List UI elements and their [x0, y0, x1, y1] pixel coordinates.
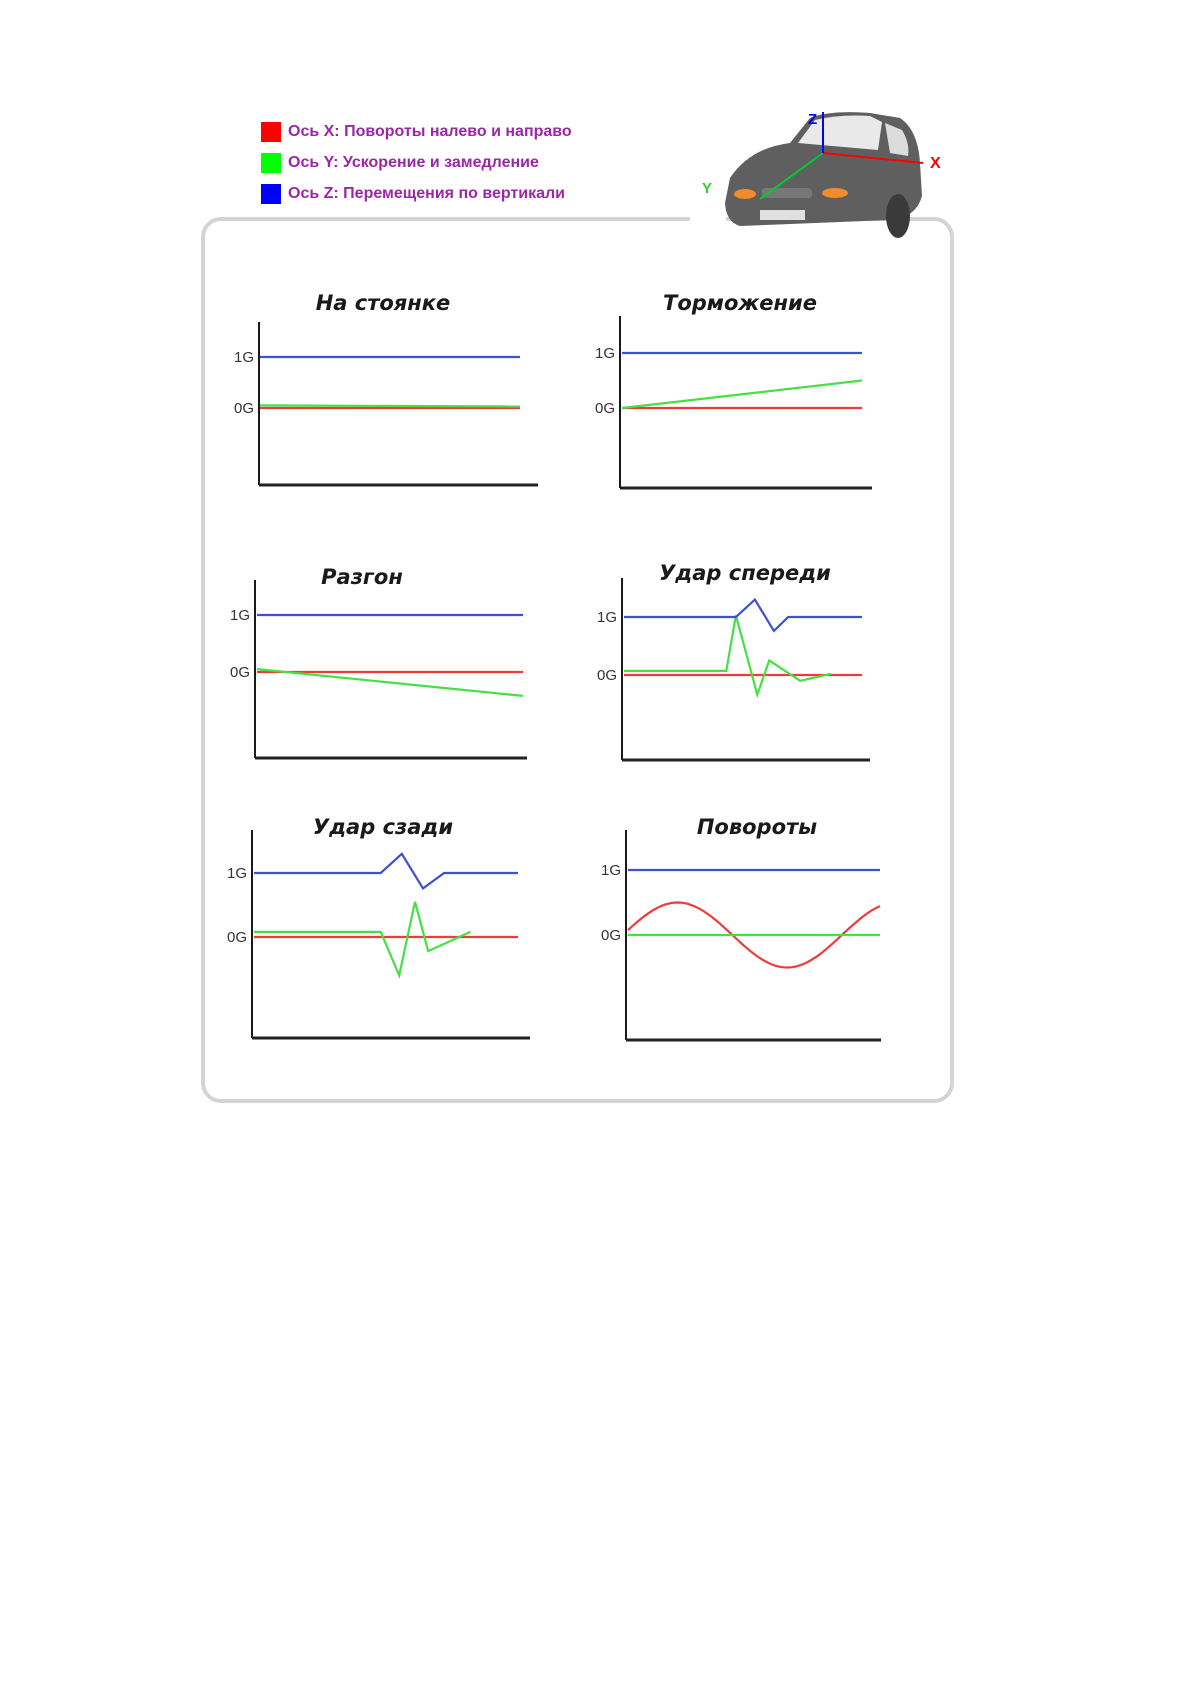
- tick-label-1g: 1G: [229, 607, 250, 624]
- car-axis-x-label: X: [930, 155, 941, 172]
- tick-label-0g: 0G: [229, 664, 250, 681]
- chart-title: Торможение: [663, 291, 817, 315]
- chart-title: Разгон: [321, 565, 403, 589]
- tick-label-0g: 0G: [596, 667, 617, 684]
- car-wheel: [886, 194, 910, 238]
- legend-label-y: Ось Y: Ускорение и замедление: [288, 153, 539, 171]
- chart-title: На стоянке: [315, 291, 451, 315]
- legend-item-z: [261, 182, 572, 205]
- tick-label-0g: 0G: [233, 400, 254, 417]
- legend: [261, 120, 572, 213]
- chart-title: Удар спереди: [659, 561, 831, 585]
- tick-label-1g: 1G: [594, 345, 615, 362]
- tick-label-0g: 0G: [600, 927, 621, 944]
- legend-swatch-x: [261, 122, 281, 142]
- tick-label-0g: 0G: [594, 400, 615, 417]
- legend-item-y: [261, 151, 572, 174]
- legend-swatch-y: [261, 153, 281, 173]
- tick-label-1g: 1G: [596, 609, 617, 626]
- tick-label-0g: 0G: [226, 929, 247, 946]
- tick-label-1g: 1G: [226, 865, 247, 882]
- charts-panel: [201, 217, 954, 1103]
- car-axis-z-label: Z: [808, 111, 818, 128]
- legend-label-z: Ось Z: Перемещения по вертикали: [288, 184, 565, 202]
- tick-label-1g: 1G: [600, 862, 621, 879]
- car-axis-y-label: Y: [702, 180, 713, 197]
- car-headlight-left: [734, 189, 756, 199]
- tick-label-1g: 1G: [233, 349, 254, 366]
- legend-label-x: Ось X: Повороты налево и направо: [288, 122, 572, 140]
- chart-title: Удар сзади: [312, 815, 454, 839]
- car-headlight-right: [822, 188, 848, 198]
- chart-title: Повороты: [696, 815, 818, 839]
- car-illustration: [690, 108, 970, 248]
- legend-item-x: [261, 120, 572, 143]
- legend-swatch-z: [261, 184, 281, 204]
- car-plate: [760, 210, 805, 220]
